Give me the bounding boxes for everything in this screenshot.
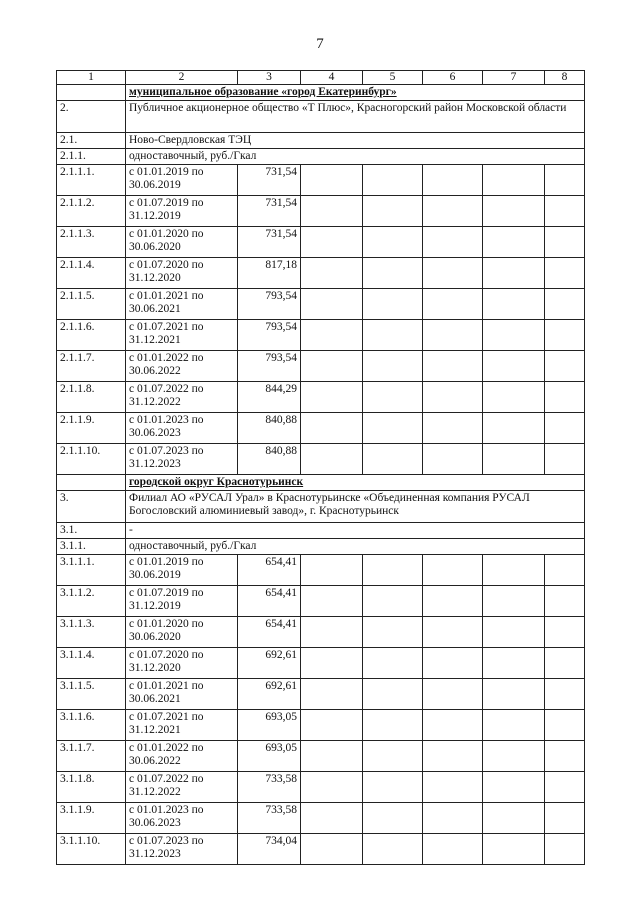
empty-cell [363,444,423,475]
empty-cell [423,679,483,710]
empty-cell [545,382,585,413]
empty-cell [483,382,545,413]
empty-cell [363,258,423,289]
subheading-row [57,133,585,149]
empty-cell [545,679,585,710]
empty-cell [363,196,423,227]
empty-cell [423,258,483,289]
empty-cell [545,648,585,679]
empty-cell [363,586,423,617]
column-header: 7 [483,71,545,85]
row-number: 2.1.1.9. [57,413,126,444]
empty-cell [57,475,126,491]
empty-cell [423,586,483,617]
empty-cell [483,320,545,351]
table-row [57,196,585,227]
empty-cell [363,351,423,382]
tariff-value: 731,54 [238,165,301,196]
row-number: 2.1.1.7. [57,351,126,382]
table-row [57,741,585,772]
empty-cell [363,617,423,648]
period-cell: с 01.01.2019 по 30.06.2019 [126,165,238,196]
organization-row [57,101,585,133]
tariff-value: 692,61 [238,679,301,710]
empty-cell [363,834,423,865]
empty-cell [423,196,483,227]
tariff-value: 793,54 [238,289,301,320]
row-number: 3.1.1.4. [57,648,126,679]
row-number: 2.1.1.8. [57,382,126,413]
subheading-text: - [126,523,585,539]
empty-cell [423,320,483,351]
tariff-value: 731,54 [238,227,301,258]
empty-cell [423,289,483,320]
empty-cell [483,710,545,741]
empty-cell [483,679,545,710]
empty-cell [423,648,483,679]
row-number: 2.1.1.10. [57,444,126,475]
empty-cell [483,772,545,803]
table-row [57,165,585,196]
empty-cell [483,741,545,772]
tariff-value: 793,54 [238,351,301,382]
row-number: 2.1.1. [57,149,126,165]
period-cell: с 01.07.2022 по 31.12.2022 [126,772,238,803]
empty-cell [301,289,363,320]
row-number: 3.1.1.10. [57,834,126,865]
period-cell: с 01.07.2019 по 31.12.2019 [126,586,238,617]
table-row [57,772,585,803]
table-row [57,289,585,320]
section-row [57,85,585,101]
tariff-value: 731,54 [238,196,301,227]
tariff-value: 692,61 [238,648,301,679]
table-row [57,258,585,289]
empty-cell [363,555,423,586]
table-row [57,320,585,351]
empty-cell [545,586,585,617]
table-row [57,710,585,741]
column-header: 5 [363,71,423,85]
empty-cell [483,196,545,227]
section-title: муниципальное образование «город Екатеринбург» [126,85,585,101]
period-cell: с 01.01.2023 по 30.06.2023 [126,413,238,444]
period-cell: с 01.07.2023 по 31.12.2023 [126,834,238,865]
tariff-value: 817,18 [238,258,301,289]
empty-cell [483,258,545,289]
empty-cell [363,227,423,258]
column-header: 2 [126,71,238,85]
empty-cell [545,710,585,741]
tariff-value: 733,58 [238,803,301,834]
empty-cell [57,85,126,101]
empty-cell [483,444,545,475]
page-number: 7 [316,36,324,52]
header-row [57,71,585,85]
empty-cell [545,413,585,444]
empty-cell [423,741,483,772]
empty-cell [483,165,545,196]
organization-row [57,491,585,523]
empty-cell [301,741,363,772]
period-cell: с 01.01.2022 по 30.06.2022 [126,351,238,382]
period-cell: с 01.01.2020 по 30.06.2020 [126,617,238,648]
empty-cell [301,679,363,710]
row-number: 3.1.1.7. [57,741,126,772]
empty-cell [423,165,483,196]
tariff-value: 654,41 [238,617,301,648]
empty-cell [423,351,483,382]
empty-cell [301,320,363,351]
empty-cell [545,351,585,382]
table-row [57,648,585,679]
row-number: 2.1.1.6. [57,320,126,351]
subheading-text: Ново-Свердловская ТЭЦ [126,133,585,149]
table-row [57,617,585,648]
empty-cell [301,586,363,617]
empty-cell [483,586,545,617]
empty-cell [483,834,545,865]
row-number: 2.1. [57,133,126,149]
period-cell: с 01.01.2021 по 30.06.2021 [126,289,238,320]
tariff-value: 654,41 [238,555,301,586]
empty-cell [483,648,545,679]
empty-cell [423,772,483,803]
column-header: 4 [301,71,363,85]
organization-name: Филиал АО «РУСАЛ Урал» в Краснотурьинске «Объединенная компания РУСАЛ Богословский алюминиевый завод», г. Краснотурьинск [126,491,585,523]
empty-cell [301,382,363,413]
period-cell: с 01.07.2021 по 31.12.2021 [126,320,238,351]
empty-cell [423,382,483,413]
subheading-text: одноставочный, руб./Гкал [126,539,585,555]
empty-cell [545,803,585,834]
row-number: 3. [57,491,126,523]
column-header: 6 [423,71,483,85]
empty-cell [301,803,363,834]
period-cell: с 01.07.2022 по 31.12.2022 [126,382,238,413]
empty-cell [483,617,545,648]
empty-cell [301,555,363,586]
empty-cell [301,444,363,475]
section-title: городской округ Краснотурьинск [126,475,585,491]
period-cell: с 01.01.2021 по 30.06.2021 [126,679,238,710]
table-row [57,444,585,475]
empty-cell [545,617,585,648]
row-number: 3.1.1.5. [57,679,126,710]
empty-cell [301,351,363,382]
empty-cell [301,196,363,227]
empty-cell [423,803,483,834]
row-number: 3.1. [57,523,126,539]
row-number: 3.1.1.2. [57,586,126,617]
period-cell: с 01.07.2020 по 31.12.2020 [126,648,238,679]
subheading-text: одноставочный, руб./Гкал [126,149,585,165]
empty-cell [301,227,363,258]
empty-cell [363,710,423,741]
empty-cell [545,834,585,865]
empty-cell [363,679,423,710]
tariff-value: 693,05 [238,710,301,741]
row-number: 2.1.1.3. [57,227,126,258]
column-header: 3 [238,71,301,85]
tariff-value: 733,58 [238,772,301,803]
empty-cell [363,772,423,803]
empty-cell [483,289,545,320]
table-row [57,227,585,258]
empty-cell [363,382,423,413]
empty-cell [545,165,585,196]
empty-cell [545,555,585,586]
period-cell: с 01.07.2021 по 31.12.2021 [126,710,238,741]
empty-cell [301,710,363,741]
table-row [57,413,585,444]
row-number: 3.1.1.3. [57,617,126,648]
empty-cell [483,413,545,444]
empty-cell [483,555,545,586]
empty-cell [423,555,483,586]
empty-cell [545,320,585,351]
tariff-value: 840,88 [238,444,301,475]
row-number: 3.1.1. [57,539,126,555]
column-header: 8 [545,71,585,85]
tariff-value: 693,05 [238,741,301,772]
table-row [57,586,585,617]
empty-cell [483,227,545,258]
tariff-value: 844,29 [238,382,301,413]
tariff-value: 654,41 [238,586,301,617]
empty-cell [423,710,483,741]
period-cell: с 01.01.2023 по 30.06.2023 [126,803,238,834]
subheading-row [57,149,585,165]
empty-cell [423,834,483,865]
empty-cell [545,227,585,258]
empty-cell [545,444,585,475]
subheading-row [57,539,585,555]
row-number: 2.1.1.1. [57,165,126,196]
table-body [57,71,585,865]
empty-cell [301,165,363,196]
tariff-value: 793,54 [238,320,301,351]
empty-cell [423,617,483,648]
empty-cell [301,413,363,444]
empty-cell [301,617,363,648]
tariff-value: 840,88 [238,413,301,444]
empty-cell [423,444,483,475]
period-cell: с 01.07.2023 по 31.12.2023 [126,444,238,475]
empty-cell [545,258,585,289]
empty-cell [301,772,363,803]
empty-cell [545,741,585,772]
empty-cell [545,196,585,227]
subheading-row [57,523,585,539]
table-row [57,555,585,586]
empty-cell [423,413,483,444]
empty-cell [423,227,483,258]
row-number: 3.1.1.1. [57,555,126,586]
empty-cell [483,803,545,834]
row-number: 3.1.1.9. [57,803,126,834]
period-cell: с 01.01.2022 по 30.06.2022 [126,741,238,772]
row-number: 3.1.1.6. [57,710,126,741]
empty-cell [363,320,423,351]
empty-cell [545,289,585,320]
section-row [57,475,585,491]
row-number: 2.1.1.4. [57,258,126,289]
empty-cell [363,803,423,834]
empty-cell [483,351,545,382]
empty-cell [301,258,363,289]
empty-cell [363,741,423,772]
row-number: 3.1.1.8. [57,772,126,803]
row-number: 2. [57,101,126,133]
table-row [57,382,585,413]
empty-cell [301,648,363,679]
table-row [57,803,585,834]
period-cell: с 01.01.2019 по 30.06.2019 [126,555,238,586]
empty-cell [363,165,423,196]
row-number: 2.1.1.2. [57,196,126,227]
empty-cell [363,289,423,320]
empty-cell [301,834,363,865]
period-cell: с 01.07.2020 по 31.12.2020 [126,258,238,289]
period-cell: с 01.07.2019 по 31.12.2019 [126,196,238,227]
empty-cell [363,648,423,679]
period-cell: с 01.01.2020 по 30.06.2020 [126,227,238,258]
table-row [57,834,585,865]
tariff-table [56,70,585,865]
empty-cell [545,772,585,803]
empty-cell [363,413,423,444]
tariff-value: 734,04 [238,834,301,865]
table-row [57,679,585,710]
table-row [57,351,585,382]
row-number: 2.1.1.5. [57,289,126,320]
column-header: 1 [57,71,126,85]
organization-name: Публичное акционерное общество «Т Плюс», Красногорский район Московской области [126,101,585,133]
